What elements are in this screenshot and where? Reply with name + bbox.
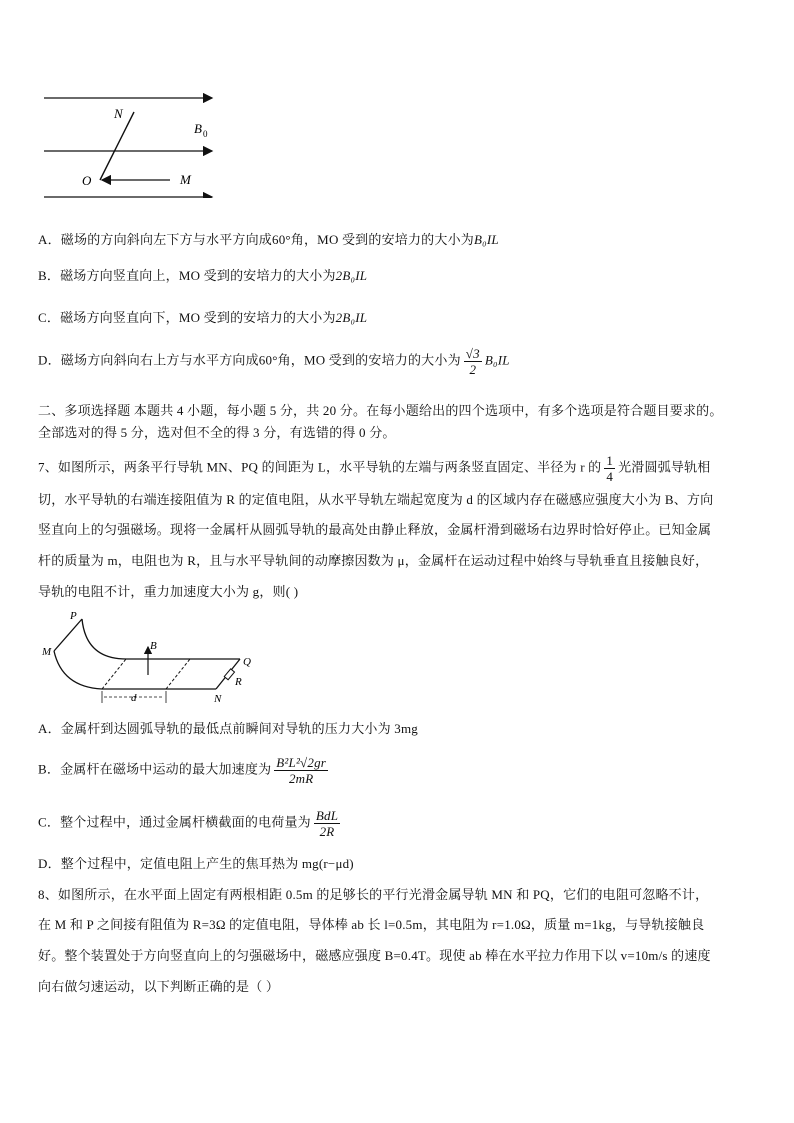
q7-option-c-frac-num: BdL: [315, 808, 339, 823]
fig2-label-Q: Q: [243, 656, 251, 668]
q6-option-b-text: B．磁场方向竖直向上，MO 受到的安培力的大小为: [38, 268, 336, 283]
label-B: B: [194, 121, 202, 136]
q7-line1-a: 7、如图所示，两条平行导轨 MN、PQ 的间距为 L，水平导轨的左端与两条竖直固定、半径为 r 的: [38, 459, 602, 475]
q7-line1: [38, 453, 711, 484]
q6-option-c[interactable]: [38, 307, 367, 326]
q6-option-a[interactable]: [38, 229, 499, 248]
field-boundary-left: [102, 659, 126, 689]
fig2-label-M: M: [42, 646, 52, 658]
label-B-sub: 0: [203, 129, 208, 139]
q8-line4: 向右做匀速运动，以下判断正确的是（ ）: [38, 979, 280, 994]
resistor-R: [224, 669, 234, 680]
q6-option-b-formula: 2B₀IL: [335, 268, 368, 283]
q7-frac-den: 4: [606, 469, 614, 484]
fig2-label-N: N: [214, 693, 222, 705]
field-boundary-right: [166, 659, 190, 689]
q7-option-b[interactable]: [38, 755, 331, 786]
q7-option-c-text: C．整个过程中，通过金属杆横截面的电荷量为: [38, 814, 311, 830]
q7-option-b-frac-num: B²L²√2gr: [276, 755, 327, 770]
q7-line5: 导轨的电阻不计，重力加速度大小为 g，则( ): [38, 584, 299, 599]
q7-option-c[interactable]: [38, 808, 343, 839]
figure-rail-arc-track: [38, 607, 263, 707]
q6-option-b[interactable]: [38, 265, 367, 284]
q8-line1: 8、如图所示，在水平面上固定有两根相距 0.5m 的足够长的平行光滑金属导轨 MN 和 PQ，它们的电阻可忽略不计，: [38, 887, 709, 902]
q6-option-d-fraction: [464, 346, 482, 377]
q7-line1-b: 光滑圆弧导轨相: [618, 459, 711, 475]
q7-quarter-fraction: [604, 453, 615, 484]
q6-option-d[interactable]: [38, 346, 510, 377]
fig2-label-P: P: [70, 610, 77, 622]
section2-line2: 全部选对的得 5 分，选对但不全的得 3 分，有选错的得 0 分。: [38, 425, 396, 440]
q6-option-c-text: C．磁场方向竖直向下，MO 受到的安培力的大小为: [38, 310, 336, 325]
q7-option-b-text: B．金属杆在磁场中运动的最大加速度为: [38, 761, 272, 777]
q6-option-a-text: A．磁场的方向斜向左下方与水平方向成60°角，MO 受到的安培力的大小为: [38, 232, 474, 247]
rail-arc-back: [82, 619, 126, 659]
q6-option-d-frac-den: 2: [469, 362, 477, 377]
q7-line3: 竖直向上的匀强磁场。现将一金属杆从圆弧导轨的最高处由静止释放，金属杆滑到磁场右边界时恰好停止。已知金属: [38, 522, 712, 537]
q6-option-d-frac-num: √3: [465, 346, 480, 361]
fig2-label-d: d: [131, 692, 137, 704]
q6-option-a-formula: B₀IL: [474, 232, 499, 247]
q7-option-b-fraction: [274, 755, 328, 786]
label-N: N: [114, 106, 123, 121]
rail-arc-front: [54, 651, 102, 689]
fig2-label-R: R: [235, 676, 242, 688]
q7-frac-num: 1: [606, 453, 614, 468]
label-M: M: [180, 172, 191, 187]
q6-option-d-formula: B₀IL: [484, 352, 510, 368]
label-O: O: [82, 173, 92, 188]
q7-option-c-frac-den: 2R: [319, 824, 335, 839]
fig2-label-B: B: [150, 640, 157, 652]
q6-option-d-text: D．磁场方向斜向右上方与水平方向成60°角，MO 受到的安培力的大小为: [38, 352, 461, 368]
rod-ON: [100, 112, 134, 180]
q7-option-c-fraction: [314, 808, 340, 839]
q7-option-a[interactable]: A．金属杆到达圆弧导轨的最低点前瞬间对导轨的压力大小为 3mg: [38, 721, 418, 736]
q7-line2: 切，水平导轨的右端连接阻值为 R 的定值电阻，从水平导轨左端起宽度为 d 的区域内存在磁感应强度大小为 B、方向: [38, 492, 714, 507]
figure-magnetic-field-rod: [38, 88, 228, 198]
q7-line4: 杆的质量为 m，电阻也为 R，且与水平导轨间的动摩擦因数为 μ，金属杆在运动过程中始终与导轨垂直且接触良好，: [38, 553, 709, 568]
q8-line3: 好。整个装置处于方向竖直向上的匀强磁场中，磁感应强度 B=0.4T。现使 ab 棒在水平拉力作用下以 v=10m/s 的速度: [38, 948, 711, 963]
arc-top-edge: [54, 619, 82, 651]
q6-option-c-formula: 2B₀IL: [335, 310, 368, 325]
q7-option-b-frac-den: 2mR: [288, 771, 314, 786]
section2-line1: 二、多项选择题 本题共 4 小题，每小题 5 分，共 20 分。在每小题给出的四个选项中，有多个选项是符合题目要求的。: [38, 403, 723, 418]
q7-option-d[interactable]: D．整个过程中，定值电阻上产生的焦耳热为 mg(r−μd): [38, 856, 354, 871]
q8-line2: 在 M 和 P 之间接有阻值为 R=3Ω 的定值电阻，导体棒 ab 长 l=0.5m，其电阻为 r=1.0Ω，质量 m=1kg，与导轨接触良: [38, 917, 705, 932]
